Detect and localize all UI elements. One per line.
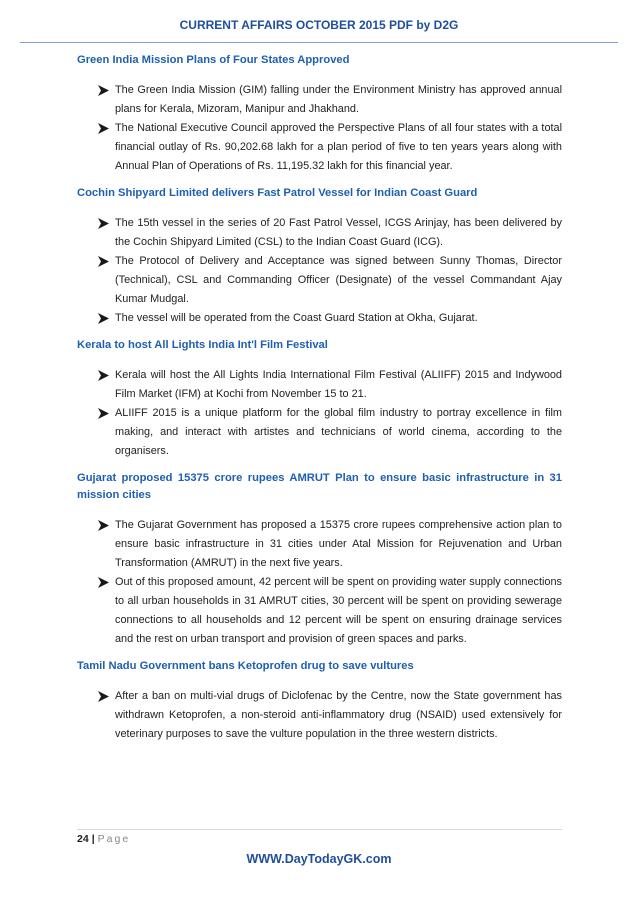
bullet-list (77, 366, 562, 461)
bullet-list (77, 516, 562, 649)
footer-divider (77, 829, 562, 830)
bullet-list (77, 687, 562, 744)
bullet-text: The Protocol of Delivery and Acceptance was signed between Sunny Thomas, Director (Technical), CSL and Commanding Officer (Designate) of the vessel Commandant Ajay Kumar Mudgal. (115, 255, 562, 305)
bullet-text: The 15th vessel in the series of 20 Fast Patrol Vessel, ICGS Arinjay, has been delivered by the Cochin Shipyard Limited (CSL) to the Indian Coast Guard (ICG). (115, 217, 562, 248)
page-number (77, 833, 130, 845)
news-section (77, 658, 562, 744)
arrow-bullet-icon (97, 119, 111, 138)
page-content (77, 52, 562, 753)
news-section (77, 52, 562, 176)
bullet-text: The vessel will be operated from the Coast Guard Station at Okha, Gujarat. (115, 312, 478, 324)
section-heading: Green India Mission Plans of Four States Approved (77, 54, 350, 66)
bullet-text: After a ban on multi-vial drugs of Diclofenac by the Centre, now the State government has withdrawn Ketoprofen, a non-steroid anti-inflammatory drug (NSAID) used extensively for veterinary purposes to save the vulture population in the three western districts. (115, 690, 562, 740)
news-section (77, 470, 562, 649)
bullet-text: Kerala will host the All Lights India International Film Festival (ALIIFF) 2015 and Indywood Film Market (IFM) at Kochi from November 15 to 21. (115, 369, 562, 400)
bullet-item (77, 119, 562, 176)
section-heading: Tamil Nadu Government bans Ketoprofen drug to save vultures (77, 660, 414, 672)
bullet-text: ALIIFF 2015 is a unique platform for the global film industry to portray excellence in film making, and interact with artistes and technicians of world cinema, according to the organisers. (115, 407, 562, 457)
arrow-bullet-icon (97, 252, 111, 271)
section-heading: Gujarat proposed 15375 crore rupees AMRUT Plan to ensure basic infrastructure in 31 mission cities (77, 472, 562, 501)
header-divider (20, 42, 618, 43)
section-heading: Kerala to host All Lights India Int'l Film Festival (77, 339, 328, 351)
bullet-item (77, 687, 562, 744)
arrow-bullet-icon (97, 404, 111, 423)
bullet-text: The Green India Mission (GIM) falling under the Environment Ministry has approved annual plans for Kerala, Mizoram, Manipur and Jhakhand. (115, 84, 562, 115)
bullet-item (77, 516, 562, 573)
bullet-item (77, 573, 562, 649)
arrow-bullet-icon (97, 366, 111, 385)
arrow-bullet-icon (97, 309, 111, 328)
bullet-item (77, 214, 562, 252)
news-section (77, 337, 562, 461)
bullet-item (77, 81, 562, 119)
bullet-list (77, 214, 562, 328)
arrow-bullet-icon (97, 687, 111, 706)
bullet-text: The Gujarat Government has proposed a 15375 crore rupees comprehensive action plan to ensure basic infrastructure in 31 cities under Atal Mission for Rejuvenation and Urban Transformation (AMRUT) in the next five years. (115, 519, 562, 569)
bullet-list (77, 81, 562, 176)
arrow-bullet-icon (97, 573, 111, 592)
bullet-item (77, 252, 562, 309)
page-header-title: CURRENT AFFAIRS OCTOBER 2015 PDF by D2G (179, 18, 459, 32)
page-number-value: 24 (77, 833, 89, 845)
news-section (77, 185, 562, 328)
section-heading: Cochin Shipyard Limited delivers Fast Patrol Vessel for Indian Coast Guard (77, 187, 478, 199)
bullet-item (77, 404, 562, 461)
page-word: Page (97, 833, 131, 845)
bullet-item (77, 309, 562, 328)
arrow-bullet-icon (97, 214, 111, 233)
bullet-text: Out of this proposed amount, 42 percent will be spent on providing water supply connections to all urban households in 31 AMRUT cities, 30 percent will be spent on providing sewerage connections to all households and 12 percent will be spent on ensuring drainage services and the rest on urban transport and provision of green spaces and parks. (115, 576, 562, 645)
bullet-item (77, 366, 562, 404)
arrow-bullet-icon (97, 81, 111, 100)
page-number-separator: | (91, 833, 95, 845)
bullet-text: The National Executive Council approved the Perspective Plans of all four states with a total financial outlay of Rs. 90,202.68 lakh for a plan period of five to ten years years along with Annual Plan of Operations of Rs. 11,195.32 lakh for this financial year. (115, 122, 562, 172)
footer-website-link[interactable]: WWW.DayTodayGK.com (246, 852, 392, 866)
arrow-bullet-icon (97, 516, 111, 535)
